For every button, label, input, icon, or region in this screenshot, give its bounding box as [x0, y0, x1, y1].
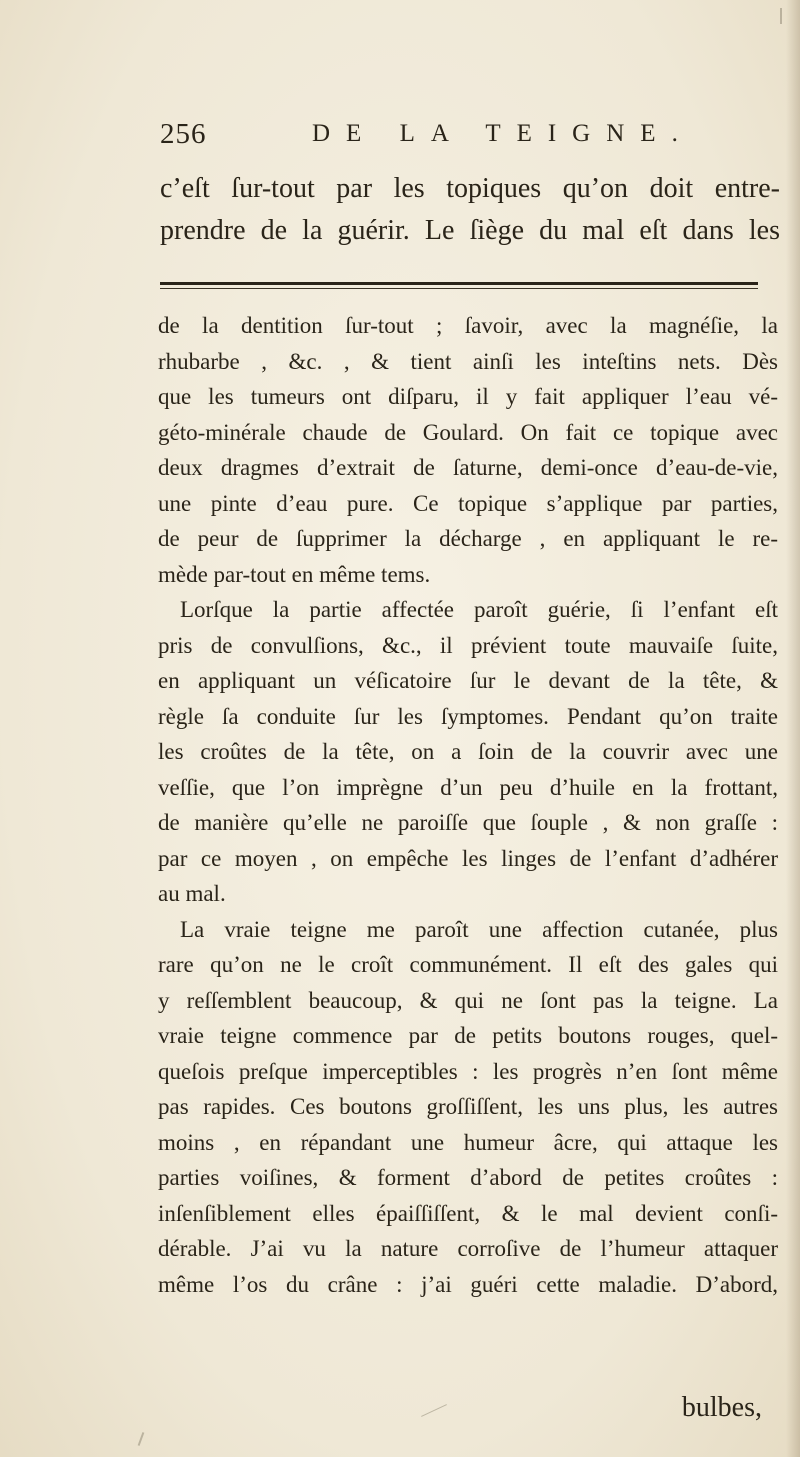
footnote-line: y reſſemblent beaucoup, & qui ne ſont pas la teigne. La: [158, 987, 778, 1013]
footnote-line: queſois preſque imperceptibles : les progrès n’en ſont même: [158, 1058, 778, 1084]
footnote-line: règle ſa conduite ſur les ſymptomes. Pendant qu’on traite: [158, 703, 778, 729]
main-text-line: c’eſt ſur-tout par les topiques qu’on doit entre-: [160, 173, 780, 204]
footnote-line: de peur de ſupprimer la décharge , en appliquant le re-: [158, 526, 778, 551]
paper-speck: [780, 8, 782, 24]
separator-rule: [160, 282, 758, 285]
footnote-line: pris de convulſions, &c., il prévient toute mauvaiſe ſuite,: [158, 632, 778, 658]
footnote-line: que les tumeurs ont diſparu, il y fait appliquer l’eau vé-: [158, 384, 778, 409]
footnote-line: une pinte d’eau pure. Ce topique s’applique par parties,: [158, 490, 778, 516]
paper-speck: [138, 1432, 145, 1446]
footnote-line: de la dentition ſur-tout ; ſavoir, avec la magnéſie, la: [158, 313, 778, 338]
footnote-line: rare qu’on ne le croît communément. Il eſt des gales qui: [158, 952, 778, 977]
footnote-text: [158, 308, 778, 1302]
footnote-line: mède par-tout en même tems.: [158, 561, 431, 587]
footnote-line: en appliquant un véſicatoire ſur le devant de la tête, &: [158, 668, 778, 693]
footnote-line: par ce moyen , on empêche les linges de l’enfant d’adhérer: [158, 845, 778, 871]
footnote-line: au mal.: [158, 881, 226, 906]
footnote-line: de manière qu’elle ne paroiſſe que ſouple , & non graſſe :: [158, 810, 778, 835]
footnote-line: Lorſque la partie affectée paroît guérie, ſi l’enfant eſt: [180, 597, 778, 622]
footnote-line: La vraie teigne me paroît une affection cutanée, plus: [180, 916, 778, 942]
catchword: bulbes,: [681, 1392, 762, 1423]
footnote-line: dérable. J’ai vu la nature corroſive de l’humeur attaquer: [158, 1236, 778, 1261]
footnote-line: vraie teigne commence par de petits boutons rouges, quel-: [158, 1023, 778, 1048]
footnote-line: inſenſiblement elles épaiſſiſſent, & le mal devient conſi-: [158, 1200, 778, 1226]
footnote-line: parties voiſines, & forment d’abord de petites croûtes :: [158, 1165, 778, 1190]
paper-speck: [421, 1404, 447, 1417]
footnote-line: pas rapides. Ces boutons groſſiſſent, les uns plus, les autres: [158, 1094, 778, 1119]
footnote-line: rhubarbe , &c. , & tient ainſi les inteſtins nets. Dès: [158, 348, 778, 374]
footnote-line: les croûtes de la tête, on a ſoin de la couvrir avec une: [158, 739, 778, 764]
footnote-line: géto-minérale chaude de Goulard. On fait ce topique avec: [158, 419, 778, 445]
main-text: [160, 168, 790, 252]
footnote-line: veſſie, que l’on imprègne d’un peu d’huile en la frottant,: [158, 774, 778, 800]
page-header: [160, 118, 694, 158]
footnote-line: deux dragmes d’extrait de ſaturne, demi-once d’eau-de-vie,: [158, 455, 778, 480]
main-text-line: prendre de la guérir. Le ſiège du mal eſt dans les: [160, 215, 780, 246]
page-number: 256: [160, 118, 207, 150]
footnote-line: même l’os du crâne : j’ai guéri cette maladie. D’abord,: [158, 1271, 778, 1297]
running-title: DE LA TEIGNE.: [312, 120, 694, 147]
footnote-line: moins , en répandant une humeur âcre, qui attaque les: [158, 1129, 778, 1155]
separator-rule-thin: [160, 288, 758, 289]
